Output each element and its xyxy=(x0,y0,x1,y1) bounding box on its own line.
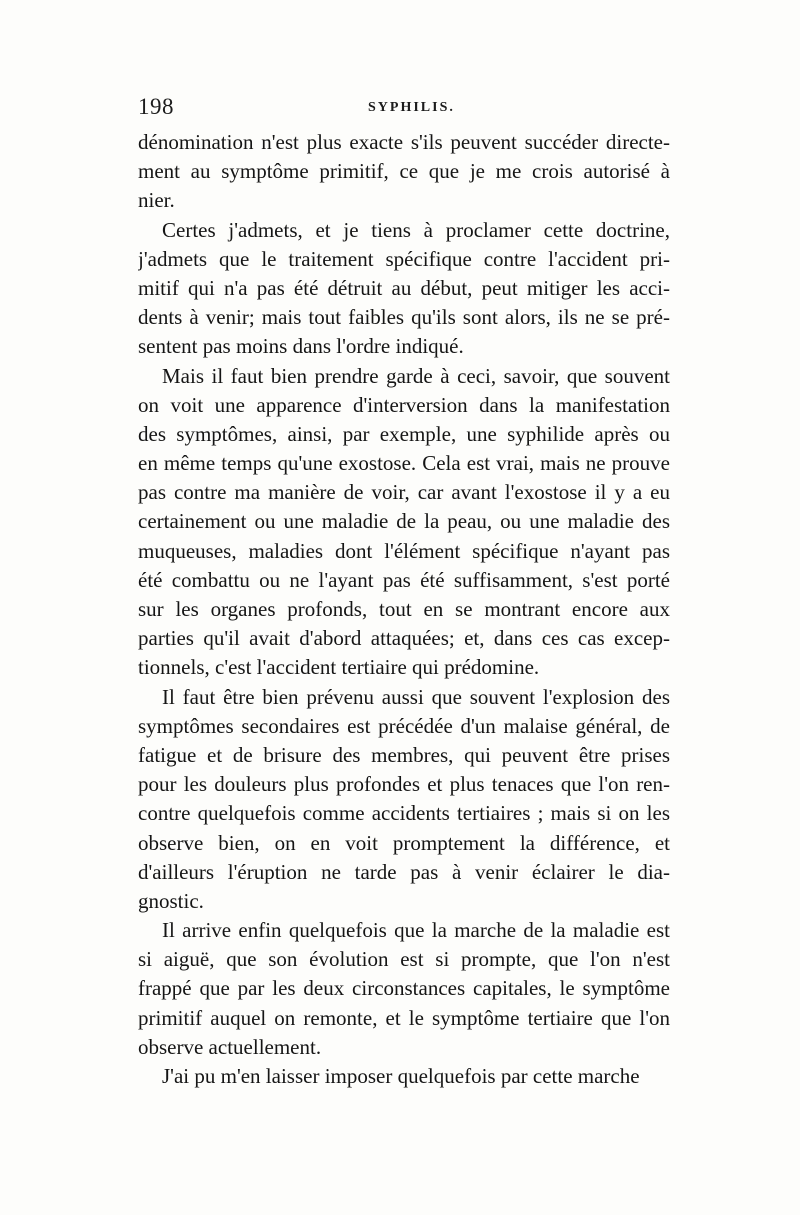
text-line: certainement ou une maladie de la peau, ou une maladie des xyxy=(138,509,670,534)
paragraph xyxy=(138,916,670,1062)
text-line: pas contre ma manière de voir, car avant l'exostose il y a eu xyxy=(138,480,670,505)
text-line: Il faut être bien prévenu aussi que souvent l'explosion des xyxy=(162,684,670,709)
text-line: d'ailleurs l'éruption ne tarde pas à venir éclairer le dia- xyxy=(138,859,670,884)
text-line: des symptômes, ainsi, par exemple, une syphilide après ou xyxy=(138,421,670,446)
paragraph xyxy=(138,683,670,917)
text-line: pour les douleurs plus profondes et plus tenaces que l'on ren- xyxy=(138,772,670,797)
text-line: gnostic. xyxy=(138,888,204,913)
page-header xyxy=(138,94,670,124)
paragraph xyxy=(138,1062,670,1091)
text-line: nier. xyxy=(138,188,175,213)
text-line: muqueuses, maladies dont l'élément spécifique n'ayant pas xyxy=(138,538,670,563)
text-line: observe bien, on en voit promptement la différence, et xyxy=(138,830,670,855)
text-line: contre quelquefois comme accidents tertiaires ; mais si on les xyxy=(138,801,670,826)
text-line: Il arrive enfin quelquefois que la marche de la maladie est xyxy=(162,918,670,943)
body-text xyxy=(138,128,670,1091)
text-line: sur les organes profonds, tout en se montrant encore aux xyxy=(138,597,670,621)
text-line: symptômes secondaires est précédée d'un malaise général, de xyxy=(138,713,670,738)
paragraph xyxy=(138,362,670,683)
text-line: frappé que par les deux circonstances capitales, le symptôme xyxy=(138,976,670,1001)
text-line: dents à venir; mais tout faibles qu'ils sont alors, ils ne se pré- xyxy=(138,305,670,330)
text-line: sentent pas moins dans l'ordre indiqué. xyxy=(138,334,464,359)
text-line: Mais il faut bien prendre garde à ceci, savoir, que souvent xyxy=(162,363,670,388)
paragraph xyxy=(138,128,670,216)
text-line: primitif auquel on remonte, et le symptôme tertiaire que l'on xyxy=(138,1005,670,1030)
text-line: fatigue et de brisure des membres, qui peuvent être prises xyxy=(138,742,670,767)
text-line: dénomination n'est plus exacte s'ils peuvent succéder directe- xyxy=(138,130,670,154)
running-title: SYPHILIS. xyxy=(368,100,455,115)
text-line: tionnels, c'est l'accident tertiaire qui prédomine. xyxy=(138,655,540,680)
text-line: en même temps qu'une exostose. Cela est vrai, mais ne prouve xyxy=(138,451,670,476)
text-line: ment au symptôme primitif, ce que je me crois autorisé à xyxy=(138,159,670,184)
page-number: 198 xyxy=(138,94,174,119)
paragraph xyxy=(138,216,670,362)
text-line: j'admets que le traitement spécifique contre l'accident pri- xyxy=(138,246,670,271)
text-line: observe actuellement. xyxy=(138,1034,322,1059)
text-line: J'ai pu m'en laisser imposer quelquefois par cette marche xyxy=(162,1064,640,1088)
text-line: on voit une apparence d'interversion dans la manifestation xyxy=(138,392,670,417)
text-line: Certes j'admets, et je tiens à proclamer cette doctrine, xyxy=(162,217,670,242)
text-line: parties qu'il avait d'abord attaquées; et, dans ces cas excep- xyxy=(138,626,670,651)
text-line: si aiguë, que son évolution est si prompte, que l'on n'est xyxy=(138,947,670,972)
text-line: mitif qui n'a pas été détruit au début, peut mitiger les acci- xyxy=(138,275,670,300)
text-line: été combattu ou ne l'ayant pas été suffisamment, s'est porté xyxy=(138,567,670,592)
